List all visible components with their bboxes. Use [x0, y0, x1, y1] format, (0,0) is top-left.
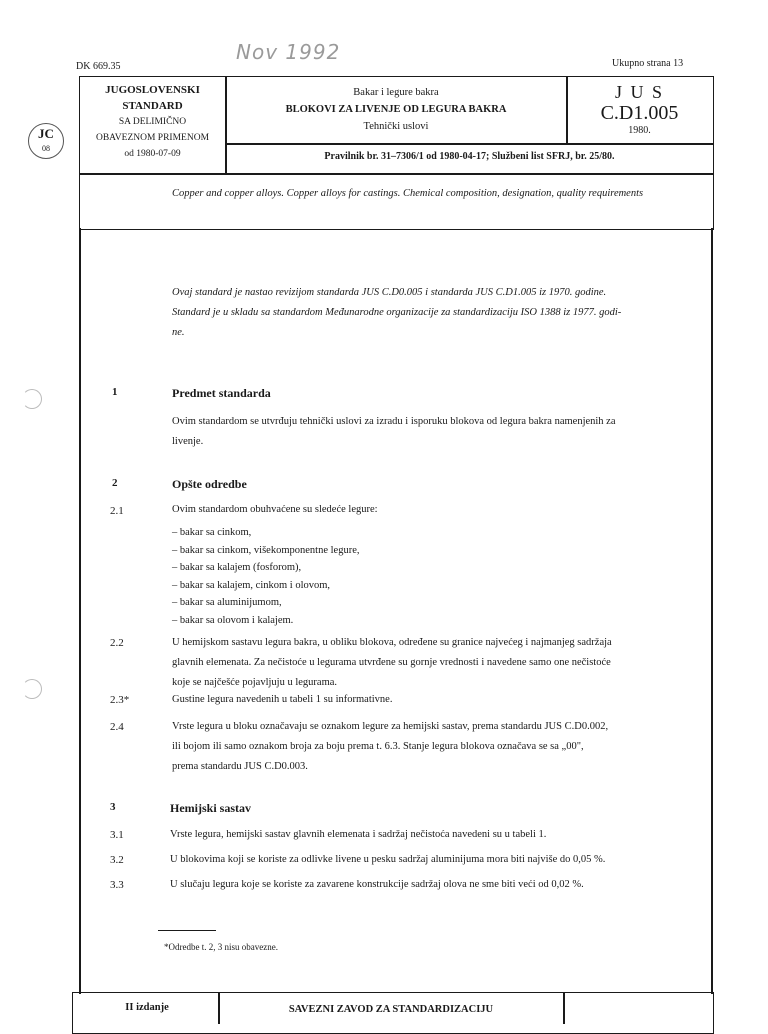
list-item: – bakar sa kalajem (fosforom), [172, 562, 302, 573]
clause-2-1-number: 2.1 [110, 505, 124, 517]
section-1-text [172, 412, 707, 452]
jus-label: J U S [614, 82, 664, 102]
list-item: – bakar sa aluminijumom, [172, 597, 282, 608]
effective-date: od 1980-07-09 [124, 149, 181, 159]
clause-2-4-line2: ili bojom ili samo oznakom broja za boju prema t. 6.3. Stanje legura blokova označava se sa „00", [172, 741, 584, 752]
seal-letters: ЈС [38, 126, 54, 141]
section-2-number: 2 [112, 477, 118, 489]
clause-2-4-line1: Vrste legura u bloku označavaju se oznakom legure za hemijski sastav, prema standardu JUS C.D0.002, [172, 721, 609, 732]
intro-paragraph [172, 283, 707, 343]
standard-subject: Bakar i legure bakra [353, 87, 439, 98]
udc-number: DK 669.35 [76, 61, 121, 72]
application-line1: SA DELIMIČNO [118, 117, 187, 127]
seal-number: 08 [42, 144, 50, 153]
english-title: Copper and copper alloys. Copper alloys for castings. Chemical composition, designation, quality requirements [172, 188, 644, 199]
clause-3-2-number: 3.2 [110, 854, 124, 866]
section-3-title: Hemijski sastav [170, 801, 251, 815]
intro-line3: ne. [172, 327, 185, 338]
standard-subtitle: Tehnički uslovi [363, 121, 429, 132]
section-1-number: 1 [112, 386, 118, 398]
list-item: – bakar sa cinkom, višekomponentne legure, [172, 544, 360, 556]
clause-2-3-number: 2.3* [110, 694, 130, 706]
section-1-title: Predmet standarda [172, 386, 271, 400]
handwritten-date: Nov 1992 [236, 40, 341, 64]
clause-2-2-line3: koje se najčešće pojavljuju u legurama. [172, 677, 338, 688]
standard-year: 1980. [628, 125, 651, 136]
list-item: – bakar sa olovom i kalajem. [172, 614, 294, 626]
intro-line2: Standard je u skladu sa standardom Međunarodne organizacije za standardizaciju ISO 1388 iz 1977. godi- [172, 307, 622, 318]
footnote-rule [158, 930, 216, 931]
header-right-cell [567, 82, 712, 138]
application-line2: OBAVEZNOM PRIMENOM [95, 133, 210, 143]
publisher-name: SAVEZNI ZAVOD ZA STANDARDIZACIJU [288, 1004, 494, 1015]
clause-2-2-line1: U hemijskom sastavu legura bakra, u obliku blokova, određene su granice najvećeg i najmanjeg sadržaja [172, 637, 612, 648]
clause-2-1-intro: Ovim standardom obuhvaćene su sledeće legure: [172, 504, 378, 515]
clause-2-3-text: Gustine legura navedenih u tabeli 1 su informativne. [172, 694, 393, 705]
section-3-number: 3 [110, 801, 116, 813]
clause-3-1-text: Vrste legura, hemijski sastav glavnih elemenata i sadržaj nečistoća navedeni su u tabeli 1. [170, 829, 547, 840]
list-item: – bakar sa kalajem, cinkom i olovom, [172, 579, 331, 591]
clause-2-4-text [172, 717, 707, 777]
intro-line1: Ovaj standard je nastao revizijom standarda JUS C.D0.005 i standarda JUS C.D1.005 iz 1970. godine. [172, 287, 607, 298]
edition-label: II izdanje [125, 1002, 169, 1013]
clause-2-4-number: 2.4 [110, 721, 124, 733]
clause-2-4-line3: prema standardu JUS C.D0.003. [172, 761, 308, 772]
section-1-line2: livenje. [172, 436, 204, 447]
standard-code: C.D1.005 [600, 102, 679, 124]
standard-type-line1: JUGOSLOVENSKI [105, 84, 200, 96]
header-center-cell [227, 84, 565, 135]
clause-2-2-line2: glavnih elemenata. Za nečistoće u legurama utvrđene su gornje vrednosti i navedene samo one nečistoće [172, 657, 611, 668]
clause-3-1-number: 3.1 [110, 829, 124, 841]
section-1-line1: Ovim standardom se utvrđuju tehnički uslovi za izradu i isporuku blokova od legura bakra namenjenih za [172, 416, 616, 427]
section-2-title: Opšte odredbe [172, 477, 247, 491]
regulation-reference: Pravilnik br. 31–7306/1 od 1980-04-17; Službeni list SFRJ, br. 25/80. [324, 151, 615, 162]
seal-stamp [28, 123, 64, 159]
list-item: – bakar sa cinkom, [172, 527, 252, 538]
clause-3-3-text: U slučaju legura koje se koriste za zavarene konstrukcije sadržaj olova ne sme biti veći od 0,02 %. [170, 879, 584, 890]
punch-hole-mark [22, 389, 42, 409]
clause-3-3-number: 3.3 [110, 879, 124, 891]
clause-3-2-text: U blokovima koji se koriste za odlivke livene u pesku sadržaj aluminijuma mora biti najviše do 0,05 %. [170, 854, 606, 865]
footnote: *Odredbe t. 2, 3 nisu obavezne. [164, 942, 278, 952]
punch-hole-mark [22, 679, 42, 699]
header-left-cell [80, 82, 225, 162]
clause-2-2-text [172, 633, 707, 693]
alloy-list [172, 524, 572, 629]
clause-2-2-number: 2.2 [110, 637, 124, 649]
total-pages: Ukupno strana 13 [612, 58, 684, 69]
standard-title: BLOKOVI ZA LIVENJE OD LEGURA BAKRA [285, 104, 507, 115]
standard-type-line2: STANDARD [122, 100, 183, 112]
